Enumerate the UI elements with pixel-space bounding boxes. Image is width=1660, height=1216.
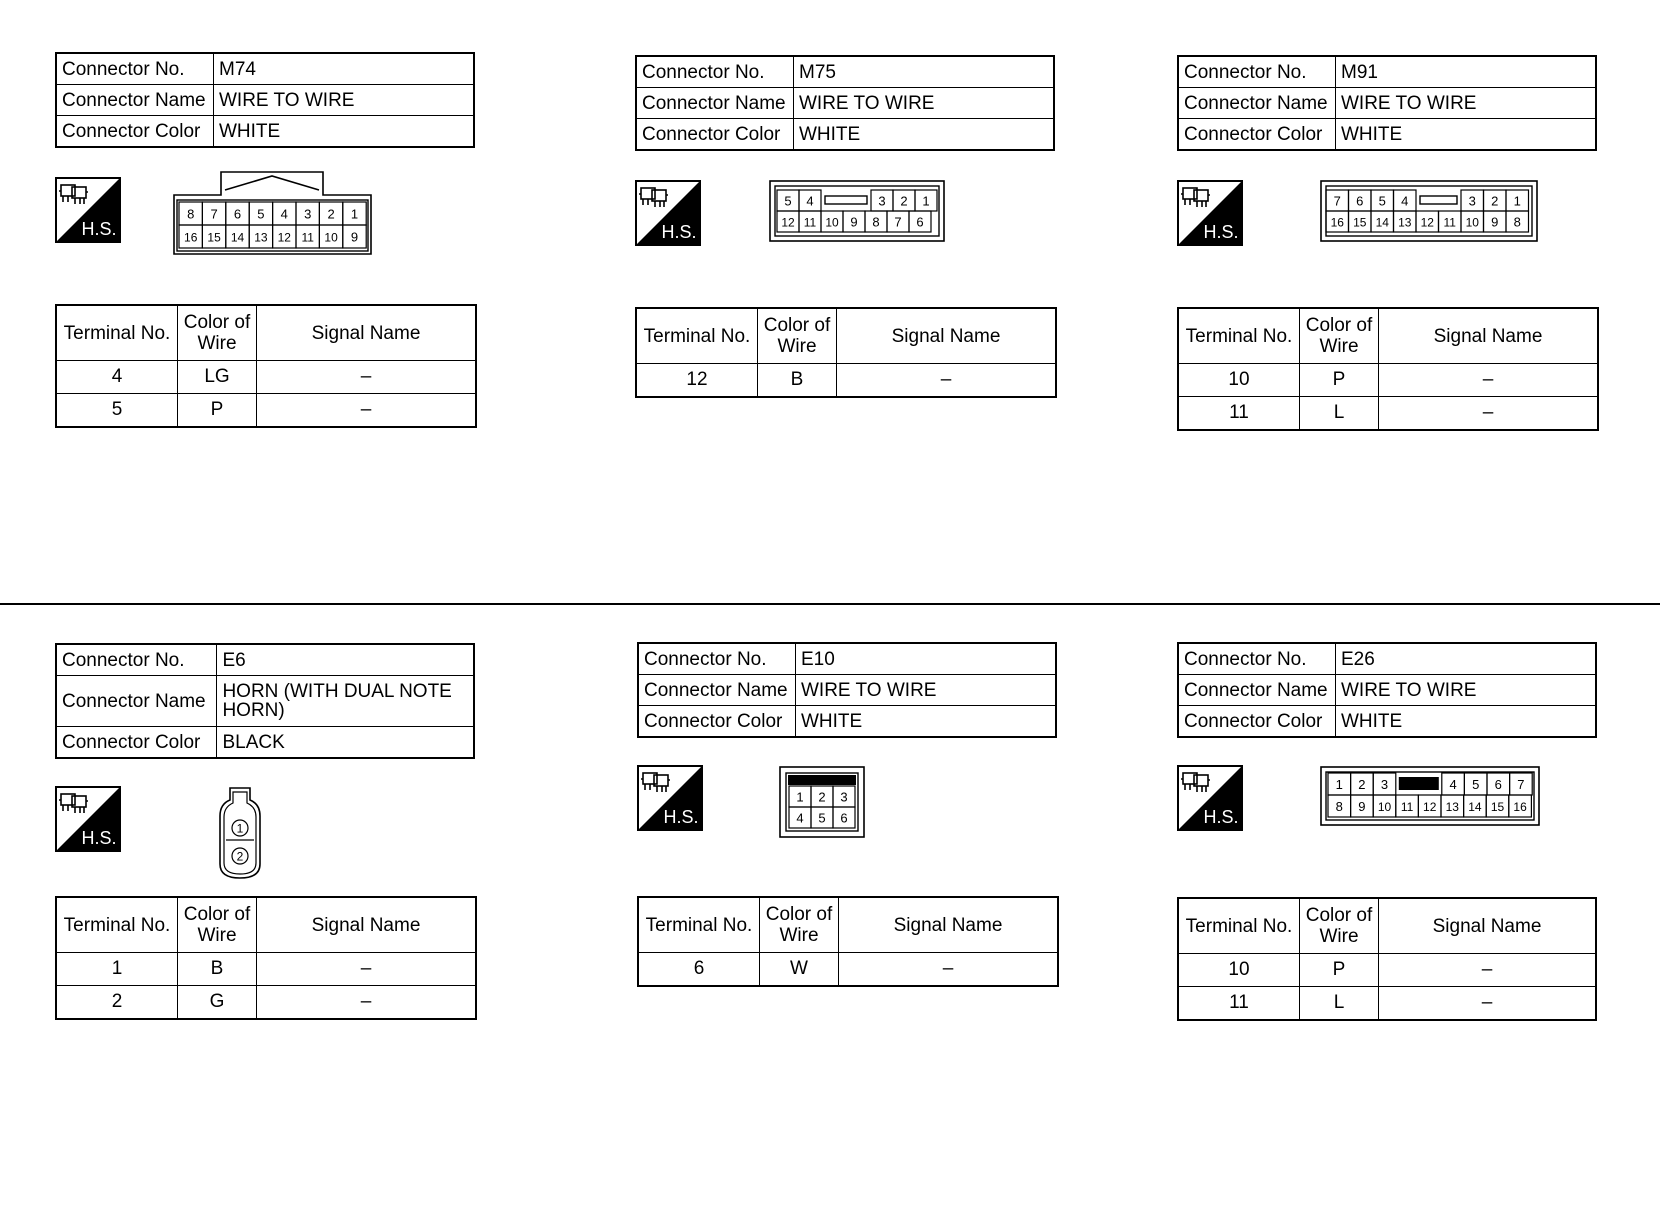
table-row: 5 P – <box>56 394 476 428</box>
pin-label: 7 <box>210 206 218 222</box>
pin-label: 2 <box>900 193 908 209</box>
pin-label: 6 <box>233 206 242 222</box>
pin-label: 11 <box>1443 215 1456 230</box>
hs-label: H.S. <box>663 807 699 827</box>
hs-icon-slot <box>55 177 121 248</box>
connector-face-drawing <box>769 180 945 242</box>
hs-label: H.S. <box>81 828 117 848</box>
connector-face-drawing <box>218 786 262 880</box>
pin-label: 1 <box>922 193 930 209</box>
pin-label: 5 <box>818 810 826 826</box>
connector-info-table <box>55 643 475 759</box>
pin-label: 8 <box>1335 799 1343 814</box>
connector-color-value: WHITE <box>794 119 1055 151</box>
hs-harness-side-icon <box>637 765 703 831</box>
connector-color-value: WHITE <box>1336 706 1597 738</box>
connector-name-value: WIRE TO WIRE <box>214 85 475 116</box>
header-color-of-wire: Color of Wire <box>1300 898 1379 954</box>
table-row: 2 G – <box>56 986 476 1020</box>
pin-label: 12 <box>1420 215 1434 230</box>
pin-label: 3 <box>1468 193 1476 209</box>
connector-no-value: M74 <box>214 53 475 85</box>
label-connector-no: Connector No. <box>636 56 794 88</box>
table-row: 10 P – <box>1178 954 1596 987</box>
pin-label: 5 <box>1378 193 1386 209</box>
connector-face-drawing <box>1320 766 1540 826</box>
pin-label: 5 <box>1472 777 1480 792</box>
connector-block-e10 <box>637 642 1057 979</box>
connector-color-value: BLACK <box>217 727 474 759</box>
hs-icon-slot <box>637 765 703 836</box>
pin-label: 4 <box>806 193 814 209</box>
connector-color-value: WHITE <box>796 706 1057 738</box>
header-color-of-wire: Color of Wire <box>760 897 839 953</box>
hs-label: H.S. <box>1203 222 1239 242</box>
hs-label: H.S. <box>81 219 117 239</box>
label-connector-name: Connector Name <box>1178 675 1336 706</box>
pin-label: 10 <box>324 230 338 245</box>
hs-icon-slot <box>1177 765 1243 836</box>
pin-label: 1 <box>350 206 359 222</box>
hs-harness-side-icon <box>55 786 121 852</box>
pin-label: 6 <box>840 810 848 826</box>
pin-label: 12 <box>1423 800 1437 814</box>
label-connector-color: Connector Color <box>1178 706 1336 738</box>
pin-label: 3 <box>304 206 312 222</box>
pin-label: 14 <box>1375 215 1389 230</box>
terminal-table <box>1177 897 1597 1021</box>
terminal-table <box>55 896 477 1020</box>
pin-label: 2 <box>1491 193 1499 209</box>
connector-block-m74 <box>55 52 475 420</box>
label-connector-color: Connector Color <box>636 119 794 151</box>
connector-name-value: WIRE TO WIRE <box>1336 88 1597 119</box>
keyway-block <box>1399 777 1439 790</box>
connector-block-e26 <box>1177 642 1597 1013</box>
pin-label: 11 <box>803 215 817 230</box>
pin-label: 10 <box>1465 215 1479 230</box>
pin-label: 15 <box>1490 800 1505 814</box>
pin-label: 2 <box>327 206 335 222</box>
pin-label: 9 <box>850 214 858 230</box>
label-connector-no: Connector No. <box>56 53 214 85</box>
pin-label: 13 <box>1398 215 1412 230</box>
pin-label: 2 <box>818 789 826 805</box>
header-signal-name: Signal Name <box>839 897 1059 953</box>
terminal-table <box>637 896 1059 987</box>
pin-grid <box>789 786 855 828</box>
hs-label: H.S. <box>1203 807 1239 827</box>
pin-label: 6 <box>1356 193 1364 209</box>
hs-harness-side-icon <box>635 180 701 246</box>
header-terminal-no: Terminal No. <box>638 897 760 953</box>
label-connector-name: Connector Name <box>56 85 214 116</box>
pin-label: 13 <box>254 230 268 245</box>
pin-label: 3 <box>840 789 848 805</box>
connector-block-m75 <box>635 55 1055 390</box>
connector-no-value: M75 <box>794 56 1055 88</box>
pin-label: 1 <box>796 789 804 805</box>
pin-label: 1 <box>1513 193 1521 209</box>
table-row: 12 B – <box>636 364 1056 398</box>
header-terminal-no: Terminal No. <box>1178 308 1300 364</box>
table-row: 10 P – <box>1178 364 1598 397</box>
table-row: 11 L – <box>1178 397 1598 431</box>
header-signal-name: Signal Name <box>837 308 1057 364</box>
table-row: 11 L – <box>1178 987 1596 1021</box>
connector-color-value: WHITE <box>214 116 475 148</box>
connector-no-value: E6 <box>217 644 474 676</box>
hs-harness-side-icon <box>55 177 121 243</box>
label-connector-color: Connector Color <box>638 706 796 738</box>
pin-label: 13 <box>1445 800 1459 814</box>
pin-label: 16 <box>184 230 198 245</box>
terminal-table <box>635 307 1057 398</box>
table-row: 4 LG – <box>56 361 476 394</box>
label-connector-no: Connector No. <box>1178 56 1336 88</box>
pin-label: 11 <box>1400 800 1414 814</box>
pin-grid <box>1328 773 1532 817</box>
label-connector-name: Connector Name <box>636 88 794 119</box>
header-terminal-no: Terminal No. <box>636 308 758 364</box>
terminal-table <box>1177 307 1599 431</box>
pin-label: 7 <box>1517 777 1525 792</box>
header-terminal-no: Terminal No. <box>1178 898 1300 954</box>
connector-face-drawing <box>1320 180 1538 242</box>
pin-label: 4 <box>280 206 288 222</box>
pin-label: 12 <box>277 230 291 245</box>
section-divider <box>0 603 1660 605</box>
hs-icon-slot <box>635 180 701 251</box>
pin-label: 7 <box>1333 193 1341 209</box>
header-terminal-no: Terminal No. <box>56 897 178 953</box>
pin-label: 15 <box>1353 215 1367 230</box>
connector-no-value: E10 <box>796 643 1057 675</box>
label-connector-name: Connector Name <box>56 676 217 727</box>
header-color-of-wire: Color of Wire <box>178 897 257 953</box>
terminal-table <box>55 304 477 428</box>
hs-icon-slot <box>1177 180 1243 251</box>
table-row: 1 B – <box>56 953 476 986</box>
connector-face-drawing <box>779 766 865 838</box>
header-signal-name: Signal Name <box>257 305 477 361</box>
pin-label: 9 <box>1358 799 1366 814</box>
pin-label: 8 <box>187 206 195 222</box>
header-signal-name: Signal Name <box>1379 898 1597 954</box>
label-connector-color: Connector Color <box>1178 119 1336 151</box>
pin-label: 10 <box>1377 800 1392 814</box>
pin-grid <box>1326 190 1529 232</box>
pin-label: 4 <box>1449 777 1457 792</box>
pin-label: 1 <box>1335 777 1343 792</box>
header-signal-name: Signal Name <box>257 897 477 953</box>
hs-harness-side-icon <box>1177 765 1243 831</box>
pin-label: 5 <box>257 206 265 222</box>
connector-block-e6 <box>55 643 475 1012</box>
connector-name-value: WIRE TO WIRE <box>1336 675 1597 706</box>
connector-block-m91 <box>1177 55 1597 423</box>
pin-label: 10 <box>825 215 839 230</box>
connector-color-value: WHITE <box>1336 119 1597 151</box>
pin-label: 8 <box>872 214 880 230</box>
pin-label: 1 <box>236 821 244 836</box>
pin-label: 12 <box>781 215 795 230</box>
connector-name-value: WIRE TO WIRE <box>794 88 1055 119</box>
pin-label: 11 <box>301 230 314 245</box>
pin-label: 4 <box>796 810 804 826</box>
connector-face-drawing <box>173 170 373 256</box>
pin-label: 16 <box>1330 215 1344 230</box>
connector-info-table <box>635 55 1055 151</box>
pin-label: 9 <box>350 229 359 245</box>
connector-no-value: M91 <box>1336 56 1597 88</box>
hs-label: H.S. <box>661 222 697 242</box>
header-color-of-wire: Color of Wire <box>178 305 257 361</box>
connector-info-table <box>55 52 475 148</box>
connector-info-table <box>1177 642 1597 738</box>
pin-label: 7 <box>894 214 902 230</box>
pin-label: 8 <box>1513 214 1521 230</box>
header-terminal-no: Terminal No. <box>56 305 178 361</box>
connector-info-table <box>1177 55 1597 151</box>
pin-label: 4 <box>1401 193 1409 209</box>
pin-label: 14 <box>230 230 245 245</box>
pin-label: 2 <box>1358 777 1366 792</box>
label-connector-color: Connector Color <box>56 116 214 148</box>
pin-label: 15 <box>207 230 221 245</box>
hs-harness-side-icon <box>1177 180 1243 246</box>
table-row: 6 W – <box>638 953 1058 987</box>
label-connector-no: Connector No. <box>638 643 796 675</box>
header-signal-name: Signal Name <box>1379 308 1599 364</box>
pin-label: 14 <box>1468 800 1482 814</box>
pin-label: 6 <box>1494 777 1502 792</box>
label-connector-no: Connector No. <box>1178 643 1336 675</box>
pin-label: 5 <box>784 193 792 209</box>
pin-label: 3 <box>878 193 886 209</box>
pin-label: 9 <box>1491 214 1499 230</box>
header-color-of-wire: Color of Wire <box>758 308 837 364</box>
label-connector-no: Connector No. <box>56 644 217 676</box>
label-connector-name: Connector Name <box>638 675 796 706</box>
hs-icon-slot <box>55 786 121 857</box>
pin-label: 2 <box>236 849 244 864</box>
pin-label: 6 <box>916 214 924 230</box>
pin-label: 3 <box>1380 777 1389 792</box>
connector-info-table <box>637 642 1057 738</box>
connector-name-value: WIRE TO WIRE <box>796 675 1057 706</box>
header-color-of-wire: Color of Wire <box>1300 308 1379 364</box>
connector-no-value: E26 <box>1336 643 1597 675</box>
connector-name-value: HORN (WITH DUAL NOTE HORN) <box>217 676 474 727</box>
label-connector-name: Connector Name <box>1178 88 1336 119</box>
pin-label: 16 <box>1513 800 1527 814</box>
label-connector-color: Connector Color <box>56 727 217 759</box>
